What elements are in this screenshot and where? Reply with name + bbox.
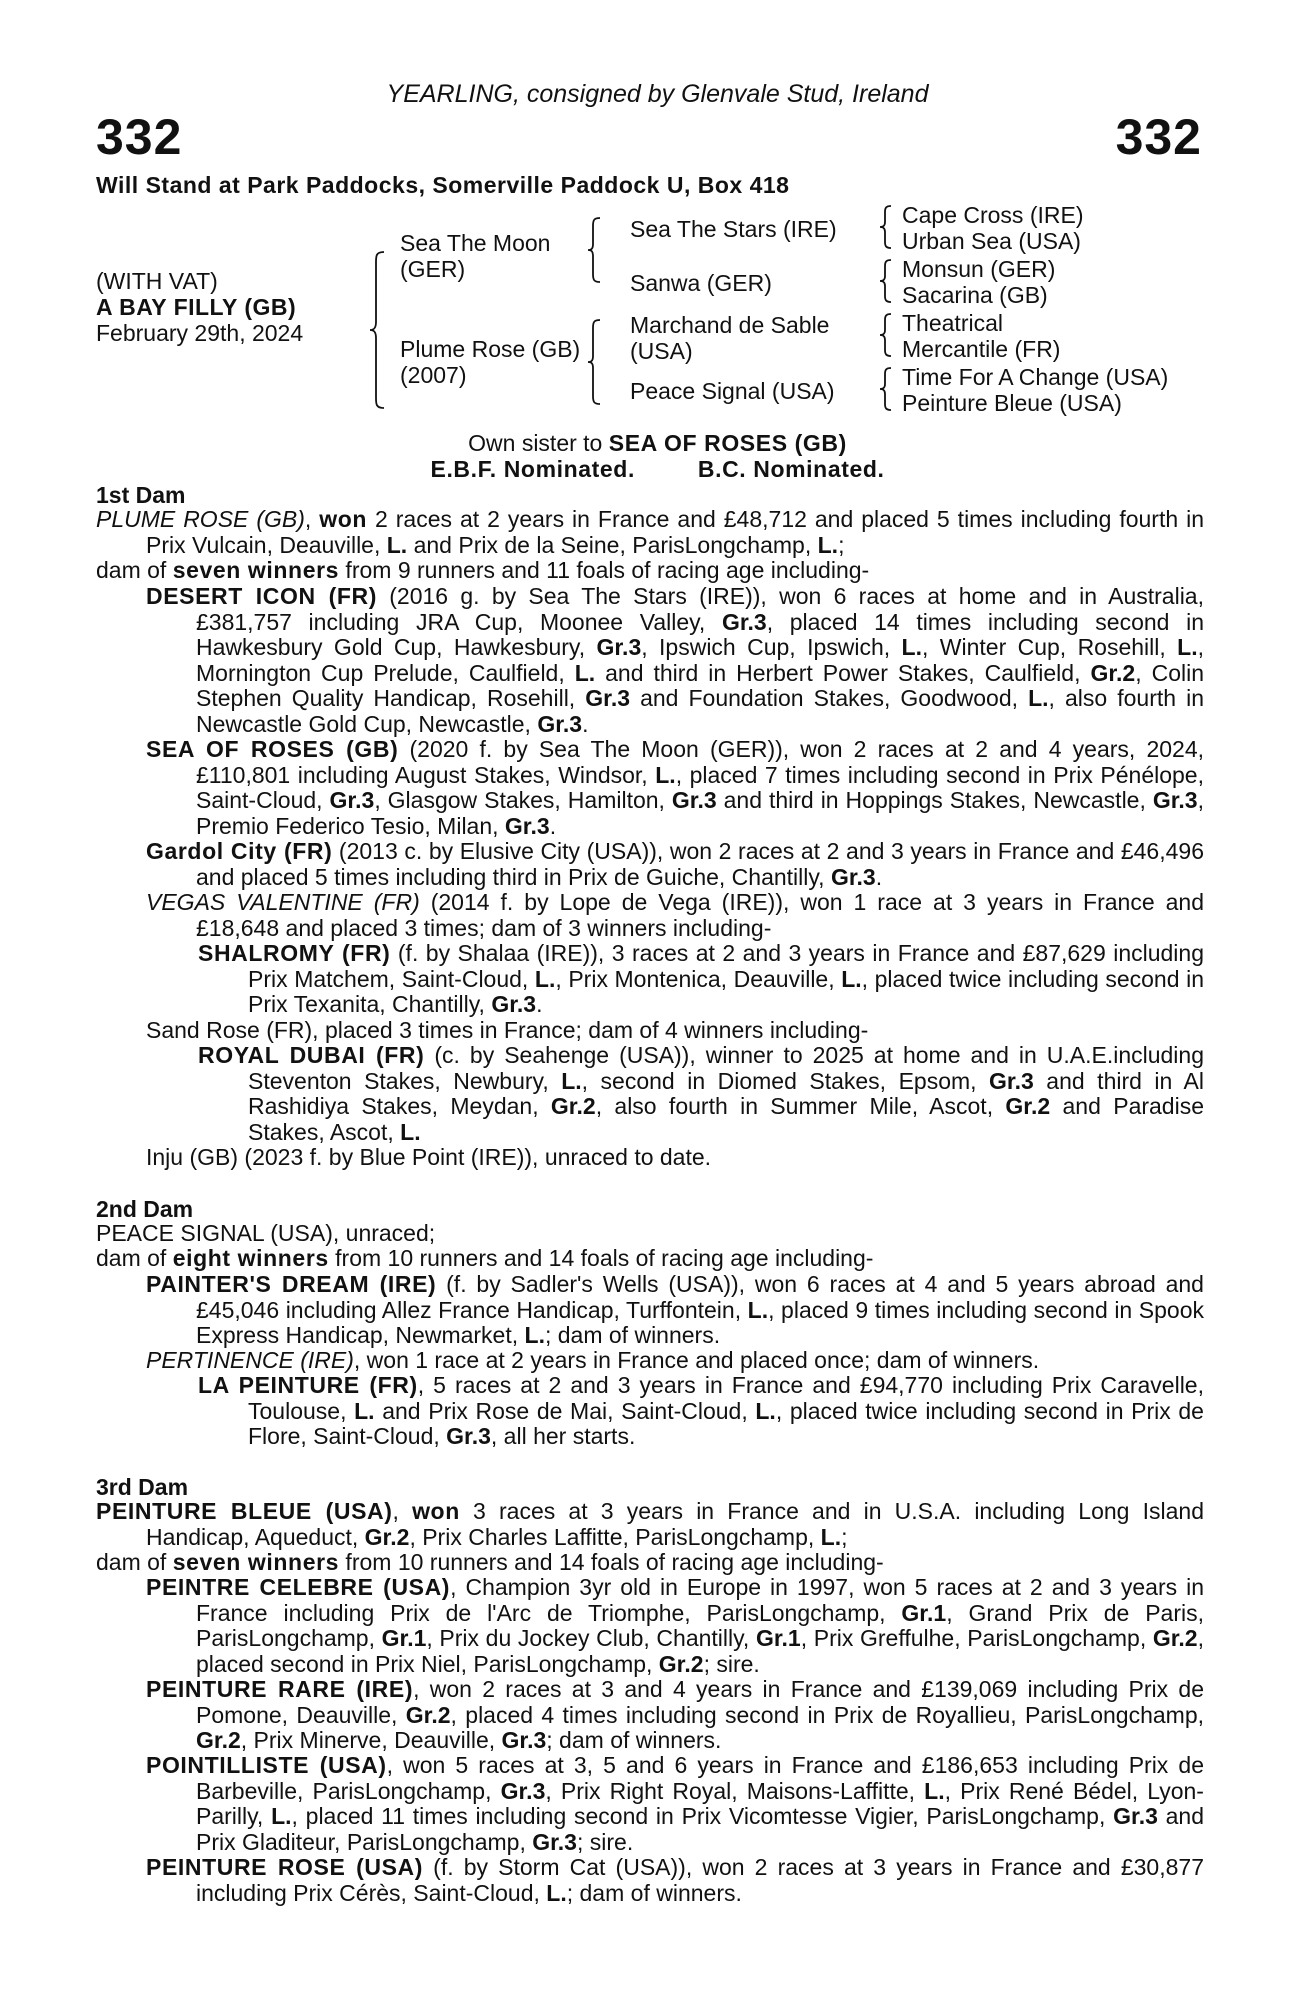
first-dam-produce-summary: dam of seven winners from 9 runners and 11 foals of racing age including- (96, 557, 870, 583)
consignor-line: YEARLING, consigned by Glenvale Stud, Ireland (386, 80, 929, 108)
horse-name-painters-dream: PAINTER'S DREAM (IRE) (146, 1271, 437, 1297)
stand-location: Will Stand at Park Paddocks, Somerville Paddock U, Box 418 (96, 172, 790, 198)
grandprogeny-royal-dubai: ROYAL DUBAI (FR) (c. by Seahenge (USA)), winner to 2025 at home and in U.A.E.including Steventon Stakes, Newbury, L., second in Diomed Stakes, Epsom, Gr.3 and third in Al Rashidiya Stakes, Meydan, Gr.2, also fourth in Summer Mile, Ascot, Gr.2 and Paradise Stakes, Ascot, L. (198, 1042, 1205, 1145)
horse-name-peintre-celebre: PEINTRE CELEBRE (USA) (146, 1574, 451, 1600)
nominations (0, 456, 1315, 483)
second-dam-produce-summary: dam of eight winners from 10 runners and 14 foals of racing age including- (96, 1245, 874, 1271)
pedigree-g3-5: Theatrical (902, 310, 1003, 336)
progeny-peinture-rose: PEINTURE ROSE (USA) (f. by Storm Cat (USA)), won 2 races at 3 years in France and £30,877 including Prix Cérès, Saint-Cloud, L.; dam of winners. (146, 1854, 1204, 1906)
horse-name-pertinence: PERTINENCE (IRE) (146, 1347, 354, 1373)
pedigree-dam-sire: Marchand de Sable (USA) (630, 312, 830, 364)
vat-label: (WITH VAT) (96, 268, 218, 294)
horse-name-gardol-city: Gardol City (FR) (146, 838, 333, 864)
ebf-nominated: E.B.F. Nominated. (430, 456, 635, 482)
pedigree-g3-7: Time For A Change (USA) (902, 364, 1169, 390)
horse-name-pointilliste: POINTILLISTE (USA) (146, 1752, 387, 1778)
progeny-vegas-valentine: VEGAS VALENTINE (FR) (2014 f. by Lope de Vega (IRE)), won 1 race at 3 years in France and £18,648 and placed 3 times; dam of 3 winners including- (146, 889, 1204, 941)
pedigree-g3-2: Urban Sea (USA) (902, 228, 1081, 254)
horse-name-la-peinture: LA PEINTURE (FR) (198, 1372, 418, 1398)
second-dam-title: 2nd Dam (96, 1196, 194, 1222)
third-dam-title: 3rd Dam (96, 1474, 189, 1500)
pedigree-bracket-g3-1 (880, 204, 894, 250)
lot-number-left: 332 (96, 109, 183, 165)
own-sister-note (0, 430, 1315, 457)
progeny-peintre-celebre: PEINTRE CELEBRE (USA), Champion 3yr old in Europe in 1997, won 5 races at 2 and 3 years in France including Prix de l'Arc de Triomphe, ParisLongchamp, Gr.1, Grand Prix de Paris, ParisLongchamp, Gr.1, Prix du Jockey Club, Chantilly, Gr.1, Prix Greffulhe, ParisLongchamp, Gr.2, placed second in Prix Niel, ParisLongchamp, Gr.2; sire. (146, 1574, 1205, 1677)
pedigree-g3-8: Peinture Bleue (USA) (902, 390, 1122, 416)
progeny-gardol-city: Gardol City (FR) (2013 c. by Elusive City (USA)), won 2 races at 2 and 3 years in France and £46,496 and placed 5 times including third in Prix de Guiche, Chantilly, Gr.3. (146, 838, 1204, 890)
progeny-peinture-rare: PEINTURE RARE (IRE), won 2 races at 3 and 4 years in France and £139,069 including Prix de Pomone, Deauville, Gr.2, placed 4 times including second in Prix de Royallieu, ParisLongchamp, Gr.2, Prix Minerve, Deauville, Gr.3; dam of winners. (146, 1676, 1204, 1753)
pedigree-bracket-g3-3 (880, 312, 894, 358)
own-sister-prefix: Own sister to (468, 430, 609, 456)
progeny-painters-dream: PAINTER'S DREAM (IRE) (f. by Sadler's Wells (USA)), won 6 races at 4 and 5 years abroad and £45,046 including Allez France Handicap, Turffontein, L., placed 9 times including second in Spook Express Handicap, Newmarket, L.; dam of winners. (146, 1271, 1204, 1348)
pedigree-g3-6: Mercantile (FR) (902, 336, 1061, 362)
horse-name-shalromy: SHALROMY (FR) (198, 940, 391, 966)
first-dam-title: 1st Dam (96, 482, 186, 508)
progeny-inju: Inju (GB) (2023 f. by Blue Point (IRE)), unraced to date. (146, 1144, 712, 1170)
pedigree-sire: Sea The Moon (GER) (400, 230, 551, 282)
dam-name: PLUME ROSE (GB) (96, 506, 305, 532)
horse-name-sea-of-roses: SEA OF ROSES (GB) (146, 736, 399, 762)
dam-name-peinture-bleue: PEINTURE BLEUE (USA) (96, 1498, 393, 1524)
pedigree-dam-dam: Peace Signal (USA) (630, 378, 835, 404)
progeny-pertinence: PERTINENCE (IRE), won 1 race at 2 years in France and placed once; dam of winners. (146, 1347, 1040, 1373)
pedigree-g3-3: Monsun (GER) (902, 256, 1056, 282)
horse-name: A BAY FILLY (GB) (96, 294, 297, 320)
pedigree-bracket-sire (588, 216, 604, 286)
pedigree-bracket-g3-4 (880, 366, 894, 412)
pedigree-sire-dam: Sanwa (GER) (630, 270, 772, 296)
lot-number-right: 332 (1115, 109, 1202, 165)
horse-name-vegas-valentine: VEGAS VALENTINE (FR) (146, 889, 420, 915)
pedigree-g3-4: Sacarina (GB) (902, 282, 1048, 308)
pedigree-bracket-dam (588, 318, 604, 406)
first-dam-entry: PLUME ROSE (GB), won 2 races at 2 years in France and £48,712 and placed 5 times including fourth in Prix Vulcain, Deauville, L. and Prix de la Seine, ParisLongchamp, L.; (96, 506, 1204, 558)
own-sister-name: SEA OF ROSES (GB) (608, 430, 847, 456)
grandprogeny-shalromy: SHALROMY (FR) (f. by Shalaa (IRE)), 3 races at 2 and 3 years in France and £87,629 including Prix Matchem, Saint-Cloud, L., Prix Montenica, Deauville, L., placed twice including second in Prix Texanita, Chantilly, Gr.3. (198, 940, 1204, 1017)
pedigree-sire-sire: Sea The Stars (IRE) (630, 216, 837, 242)
progeny-pointilliste: POINTILLISTE (USA), won 5 races at 3, 5 and 6 years in France and £186,653 including Prix de Barbeville, ParisLongchamp, Gr.3, Prix Right Royal, Maisons-Laffitte, L., Prix René Bédel, Lyon-Parilly, L., placed 11 times including second in Prix Vicomtesse Vigier, ParisLongchamp, Gr.3 and Prix Gladiteur, ParisLongchamp, Gr.3; sire. (146, 1752, 1205, 1855)
horse-name-desert-icon: DESERT ICON (FR) (146, 583, 377, 609)
pedigree-dam: Plume Rose (GB) (2007) (400, 336, 581, 388)
bc-nominated: B.C. Nominated. (697, 456, 885, 482)
third-dam-entry: PEINTURE BLEUE (USA), won 3 races at 3 years in France and in U.S.A. including Long Island Handicap, Aqueduct, Gr.2, Prix Charles Laffitte, ParisLongchamp, L.; (96, 1498, 1205, 1550)
horse-name-peinture-rose: PEINTURE ROSE (USA) (146, 1854, 424, 1880)
progeny-sea-of-roses: SEA OF ROSES (GB) (2020 f. by Sea The Moon (GER)), won 2 races at 2 and 4 years, 2024, £110,801 including August Stakes, Windsor, L., placed 7 times including second in Prix Pénélope, Saint-Cloud, Gr.3, Glasgow Stakes, Hamilton, Gr.3 and third in Hoppings Stakes, Newcastle, Gr.3, Premio Federico Tesio, Milan, Gr.3. (146, 736, 1205, 839)
third-dam-produce-summary: dam of seven winners from 10 runners and 14 foals of racing age including- (96, 1549, 884, 1575)
horse-name-royal-dubai: ROYAL DUBAI (FR) (198, 1042, 425, 1068)
grandprogeny-la-peinture: LA PEINTURE (FR), 5 races at 2 and 3 years in France and £94,770 including Prix Caravelle, Toulouse, L. and Prix Rose de Mai, Saint-Cloud, L., placed twice including second in Prix de Flore, Saint-Cloud, Gr.3, all her starts. (198, 1372, 1204, 1449)
pedigree-bracket-main (370, 250, 390, 410)
progeny-desert-icon: DESERT ICON (FR) (2016 g. by Sea The Stars (IRE)), won 6 races at home and in Australia, £381,757 including JRA Cup, Moonee Valley, Gr.3, placed 14 times including second in Hawkesbury Gold Cup, Hawkesbury, Gr.3, Ipswich Cup, Ipswich, L., Winter Cup, Rosehill, L., Mornington Cup Prelude, Caulfield, L. and third in Herbert Power Stakes, Caulfield, Gr.2, Colin Stephen Quality Handicap, Rosehill, Gr.3 and Foundation Stakes, Goodwood, L., also fourth in Newcastle Gold Cup, Newcastle, Gr.3. (146, 583, 1205, 737)
foaling-date: February 29th, 2024 (96, 320, 304, 346)
progeny-sand-rose: Sand Rose (FR), placed 3 times in France; dam of 4 winners including- (146, 1017, 869, 1043)
pedigree-g3-1: Cape Cross (IRE) (902, 202, 1084, 228)
second-dam-entry: PEACE SIGNAL (USA), unraced; (96, 1220, 436, 1246)
pedigree-bracket-g3-2 (880, 258, 894, 304)
horse-name-peinture-rare: PEINTURE RARE (IRE) (146, 1676, 414, 1702)
